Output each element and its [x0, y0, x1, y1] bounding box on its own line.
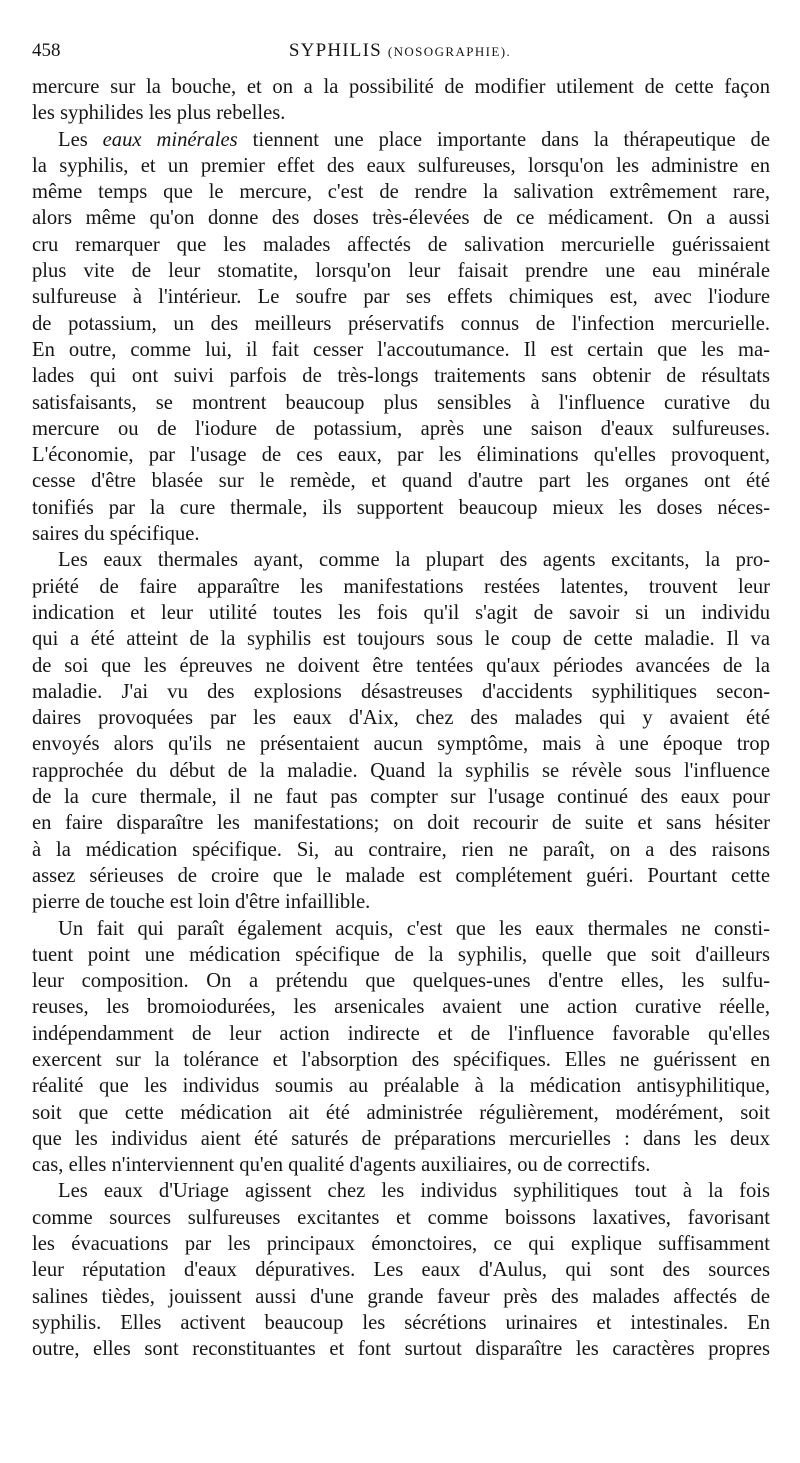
running-title-sub: (NOSOGRAPHIE). — [387, 44, 512, 59]
paragraph-3 — [32, 547, 770, 915]
text-line: de potassium, un des meilleurs préservatifs connus de l'infection mercurielle. — [32, 312, 770, 335]
text-line: Les eaux thermales ayant, comme la plupart des agents excitants, la pro- — [58, 549, 770, 572]
text-line: cas, elles n'interviennent qu'en qualité d'agents auxiliaires, ou de correctifs. — [32, 1154, 651, 1177]
text-line: cesse d'être blasée sur le remède, et quand d'autre part les organes ont été — [32, 470, 770, 493]
text-line: lades qui ont suivi parfois de très-longs traitements sans obtenir de résultats — [32, 365, 770, 388]
text-line: syphilis. Elles activent beaucoup les sécrétions urinaires et intestinales. En — [32, 1311, 770, 1334]
text-line: tonifiés par la cure thermale, ils supportent beaucoup mieux les doses néces- — [32, 496, 770, 519]
text-line: envoyés alors qu'ils ne présentaient aucun symptôme, mais à une époque trop — [32, 733, 770, 756]
text-line: assez sérieuses de croire que le malade est complétement guéri. Pourtant cette — [32, 864, 770, 887]
text-line: mercure sur la bouche, et on a la possibilité de modifier utilement de cette façon — [32, 76, 770, 98]
text-line: les syphilides les plus rebelles. — [32, 102, 286, 125]
text-line: daires provoquées par les eaux d'Aix, chez des malades qui y avaient été — [32, 707, 770, 730]
text-line — [32, 127, 770, 153]
text-line: même temps que le mercure, c'est de rendre la salivation extrêmement rare, — [32, 181, 770, 204]
paragraph-lead-italic: eaux minérales — [102, 128, 238, 151]
text-line: tuent point une médication spécifique de la syphilis, quelle que soit d'ailleurs — [32, 943, 770, 966]
text-line: exercent sur la tolérance et l'absorption des spécifiques. Elles ne guérissent en — [32, 1048, 770, 1071]
text-line: la syphilis, et un premier effet des eaux sulfureuses, lorsqu'on les administre en — [32, 154, 770, 177]
text-line: saires du spécifique. — [32, 523, 200, 546]
text-line: cru remarquer que les malades affectés de salivation mercurielle guérissaient — [32, 233, 770, 256]
text-line: sulfureuse à l'intérieur. Le soufre par ses effets chimiques est, avec l'iodure — [32, 286, 770, 309]
text-line: Les eaux d'Uriage agissent chez les individus syphilitiques tout à la fois — [58, 1180, 770, 1203]
running-title — [32, 36, 768, 67]
text-line: réalité que les individus soumis au préalable à la médication antisyphilitique, — [32, 1075, 770, 1098]
text-line: pierre de touche est loin d'être infaillible. — [32, 891, 371, 914]
text-line: outre, elles sont reconstituantes et font surtout disparaître les caractères propres — [32, 1338, 770, 1361]
text-line: que les individus aient été saturés de préparations mercurielles : dans les deux — [32, 1127, 770, 1150]
running-title-main: SYPHILIS — [288, 40, 382, 61]
text-line: de soi que les épreuves ne doivent être tentées qu'aux périodes avancées de la — [32, 654, 770, 677]
text-line: En outre, comme lui, il fait cesser l'accoutumance. Il est certain que les ma- — [32, 338, 770, 361]
text-line: en faire disparaître les manifestations; on doit recourir de suite et sans hésiter — [32, 812, 770, 835]
paragraph-5 — [32, 1178, 770, 1362]
page-number: 458 — [32, 40, 61, 61]
paragraph-lead-word: Les — [58, 128, 103, 151]
text-line: comme sources sulfureuses excitantes et comme boissons laxatives, favorisant — [32, 1206, 770, 1229]
text-line: à la médication spécifique. Si, au contraire, rien ne paraît, on a des raisons — [32, 838, 770, 861]
text-line: indépendamment de leur action indirecte et de l'influence favorable qu'elles — [32, 1022, 770, 1045]
text-line: priété de faire apparaître les manifestations restées latentes, trouvent leur — [32, 575, 770, 598]
paragraph-lead-rest: tiennent une place importante dans la thérapeutique de — [252, 128, 770, 151]
text-line: indication et leur utilité toutes les fois qu'il s'agit de savoir si un individu — [32, 601, 770, 624]
text-line: reuses, les bromoiodurées, les arsenicales avaient une action curative réelle, — [32, 996, 770, 1019]
paragraph-lead-space — [238, 129, 253, 151]
paragraph-1 — [32, 74, 770, 127]
text-line: maladie. J'ai vu des explosions désastreuses d'accidents syphilitiques secon- — [32, 680, 770, 703]
text-line: plus vite de leur stomatite, lorsqu'on leur faisait prendre une eau minérale — [32, 260, 770, 283]
body-text — [32, 74, 770, 1363]
text-line: les évacuations par les principaux émonctoires, ce qui explique suffisamment — [32, 1233, 770, 1256]
text-line: de la cure thermale, il ne faut pas compter sur l'usage continué des eaux pour — [32, 786, 770, 809]
text-line: L'économie, par l'usage de ces eaux, par les éliminations qu'elles provoquent, — [32, 444, 770, 467]
text-line: qui a été atteint de la syphilis est toujours sous le coup de cette maladie. Il va — [32, 628, 770, 651]
text-line: rapprochée du début de la maladie. Quand la syphilis se révèle sous l'influence — [32, 759, 770, 782]
text-line: leur composition. On a prétendu que quelques-unes d'entre elles, les sulfu- — [32, 970, 770, 993]
text-line: soit que cette médication ait été administrée régulièrement, modérément, soit — [32, 1101, 770, 1124]
running-head — [32, 36, 768, 66]
text-line: alors même qu'on donne des doses très-élevées de ce médicament. On a aussi — [32, 207, 770, 230]
paragraph-2 — [32, 127, 770, 548]
text-line: salines tièdes, jouissent aussi d'une grande faveur près des malades affectés de — [32, 1285, 770, 1308]
text-line: Un fait qui paraît également acquis, c'est que les eaux thermales ne consti- — [58, 917, 770, 940]
text-line: leur réputation d'eaux dépuratives. Les eaux d'Aulus, qui sont des sources — [32, 1259, 770, 1282]
paragraph-4 — [32, 916, 770, 1179]
text-line: mercure ou de l'iodure de potassium, après une saison d'eaux sulfureuses. — [32, 417, 770, 440]
text-line: satisfaisants, se montrent beaucoup plus sensibles à l'influence curative du — [32, 391, 770, 414]
